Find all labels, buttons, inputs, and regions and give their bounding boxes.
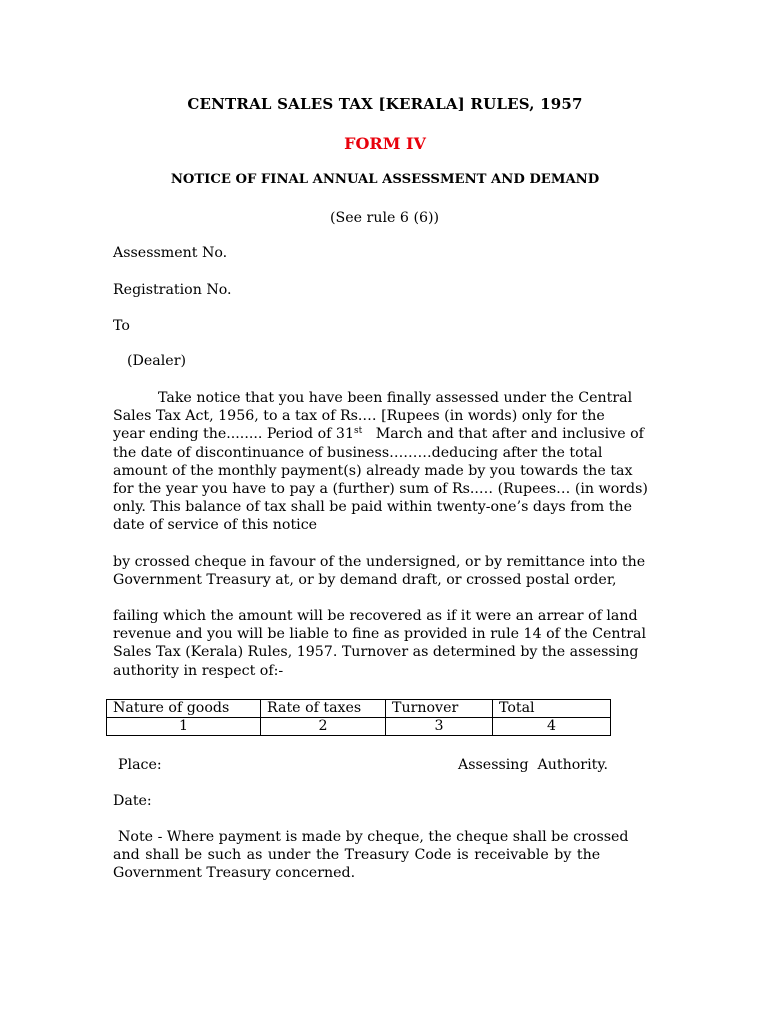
march-text: March and that after and inclusive of — [362, 426, 644, 443]
to-label: To — [113, 318, 130, 334]
note-line: and shall be such as under the Treasury Code is receivable by the — [113, 847, 601, 864]
notice-title: NOTICE OF FINAL ANNUAL ASSESSMENT AND DEMAND — [170, 172, 600, 187]
para1-line — [113, 425, 658, 443]
note-paragraph — [113, 828, 654, 883]
para1-line: date of service of this notice — [113, 517, 318, 534]
para1-line: only. This balance of tax shall be paid within twenty-one’s days from the — [113, 499, 632, 516]
registration-no-label: Registration No. — [113, 282, 232, 298]
table-header-cell: Rate of taxes — [261, 700, 386, 718]
para3-line: Sales Tax (Kerala) Rules, 1957. Turnover as determined by the assessing — [113, 644, 639, 661]
table-row — [107, 718, 611, 736]
note-line: Note - Where payment is made by cheque, the cheque shall be crossed — [118, 829, 629, 845]
para2-line: by crossed cheque in favour of the undersigned, or by remittance into the — [113, 554, 646, 570]
period-text: year ending the........ Period of 31 — [113, 426, 354, 443]
para3-line: authority in respect of:- — [113, 662, 284, 679]
table-cell: 2 — [261, 718, 386, 736]
date-label: Date: — [113, 793, 152, 809]
place-label: Place: — [118, 757, 162, 773]
table-cell: 4 — [493, 718, 611, 736]
para2-line: Government Treasury at, or by demand draft, or crossed postal order, — [113, 572, 617, 589]
para3-line: revenue and you will be liable to fine as provided in rule 14 of the Central — [113, 626, 647, 643]
table-cell: 3 — [386, 718, 493, 736]
turnover-table — [106, 699, 611, 736]
form-number: FORM IV — [344, 134, 426, 153]
rules-title: CENTRAL SALES TAX [KERALA] RULES, 1957 — [187, 95, 583, 113]
table-header-cell: Total — [493, 700, 611, 718]
assessing-authority-label: Assessing Authority. — [458, 757, 608, 773]
dealer-label: (Dealer) — [127, 353, 187, 369]
assessment-no-label: Assessment No. — [113, 245, 228, 261]
payment-method-paragraph — [113, 553, 658, 589]
table-header-row — [107, 700, 611, 718]
notice-paragraph — [113, 389, 658, 535]
table-header-cell: Nature of goods — [107, 700, 261, 718]
table-cell: 1 — [107, 718, 261, 736]
para1-line: Sales Tax Act, 1956, to a tax of Rs.… [Rupees (in words) only for the — [113, 408, 605, 425]
para1-line: Take notice that you have been finally assessed under the Central — [158, 390, 633, 406]
para1-line: for the year you have to pay a (further) sum of Rs..… (Rupees… (in words) — [113, 481, 648, 498]
para3-line: failing which the amount will be recovered as if it were an arrear of land — [113, 608, 638, 624]
para1-line: amount of the monthly payment(s) already made by you towards the tax — [113, 462, 633, 479]
para1-line: the date of discontinuance of business………deducing after the total — [113, 444, 603, 461]
recovery-paragraph — [113, 607, 658, 680]
rule-reference: (See rule 6 (6)) — [330, 210, 440, 226]
table-header-cell: Turnover — [386, 700, 493, 718]
note-line: Government Treasury concerned. — [113, 865, 356, 882]
ordinal-suffix: st — [353, 426, 363, 437]
